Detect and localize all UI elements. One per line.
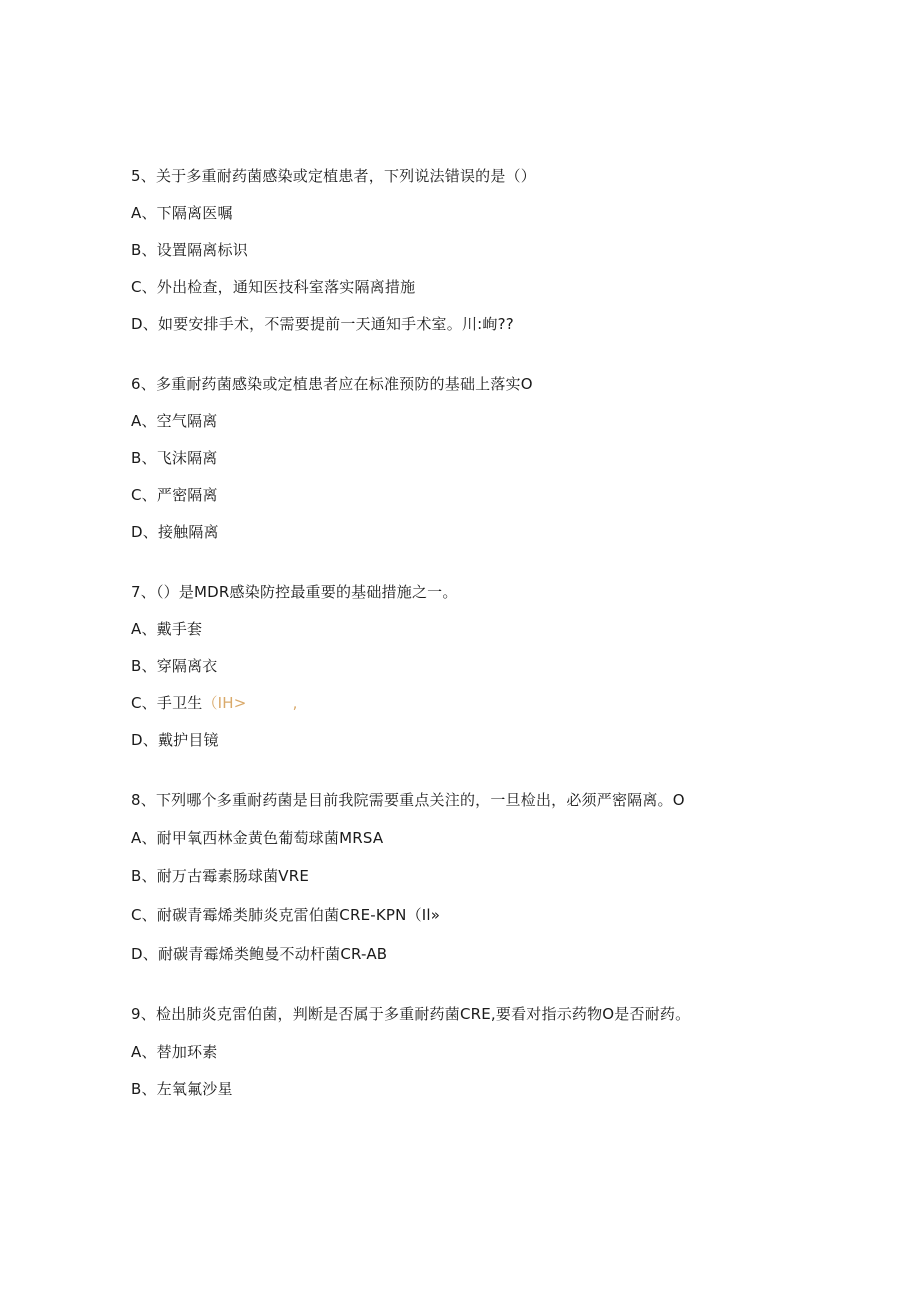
question-6-option-c: C、严密隔离 — [131, 486, 218, 504]
question-6-stem: 6、多重耐药菌感染或定植患者应在标准预防的基础上落实O — [131, 375, 533, 393]
question-9-option-b: B、左氧氟沙星 — [131, 1080, 233, 1098]
question-7-option-c-annotation: （IH> — [202, 694, 247, 712]
question-9-option-a: A、替加环素 — [131, 1043, 218, 1061]
question-7-option-c-row — [131, 693, 298, 713]
question-8-option-a: A、耐甲氧西林金黄色葡萄球菌MRSA — [131, 829, 384, 847]
question-5-option-d: D、如要安排手术，不需要提前一天通知手术室。川:峋?? — [131, 315, 514, 333]
question-6-option-d: D、接触隔离 — [131, 523, 219, 541]
question-6-option-b: B、飞沫隔离 — [131, 449, 218, 467]
question-8-option-c: C、耐碳青霉烯类肺炎克雷伯菌CRE-KPN（Il» — [131, 906, 441, 924]
question-9-stem: 9、检出肺炎克雷伯菌，判断是否属于多重耐药菌CRE,要看对指示药物O是否耐药。 — [131, 1005, 691, 1023]
question-7-option-b: B、穿隔离衣 — [131, 657, 218, 675]
question-7-option-c: C、手卫生 — [131, 694, 203, 712]
question-5-option-c: C、外出检查，通知医技科室落实隔离措施 — [131, 278, 416, 296]
question-8-option-d: D、耐碳青霉烯类鲍曼不动杆菌CR-AB — [131, 945, 388, 963]
question-8-option-b: B、耐万古霉素肠球菌VRE — [131, 867, 310, 885]
question-7-stem: 7、（）是MDR感染防控最重要的基础措施之一。 — [131, 583, 458, 601]
question-5-option-b: B、设置隔离标识 — [131, 241, 248, 259]
question-7-option-d: D、戴护目镜 — [131, 731, 219, 749]
question-7-option-a: A、戴手套 — [131, 620, 203, 638]
question-5-stem: 5、关于多重耐药菌感染或定植患者，下列说法错误的是（） — [131, 167, 536, 185]
question-8-stem: 8、下列哪个多重耐药菌是目前我院需要重点关注的，一旦检出，必须严密隔离。O — [131, 791, 685, 809]
question-6-option-a: A、空气隔离 — [131, 412, 218, 430]
question-5-option-a: A、下隔离医嘱 — [131, 204, 233, 222]
question-7-option-c-annotation-tail: , — [292, 694, 298, 712]
